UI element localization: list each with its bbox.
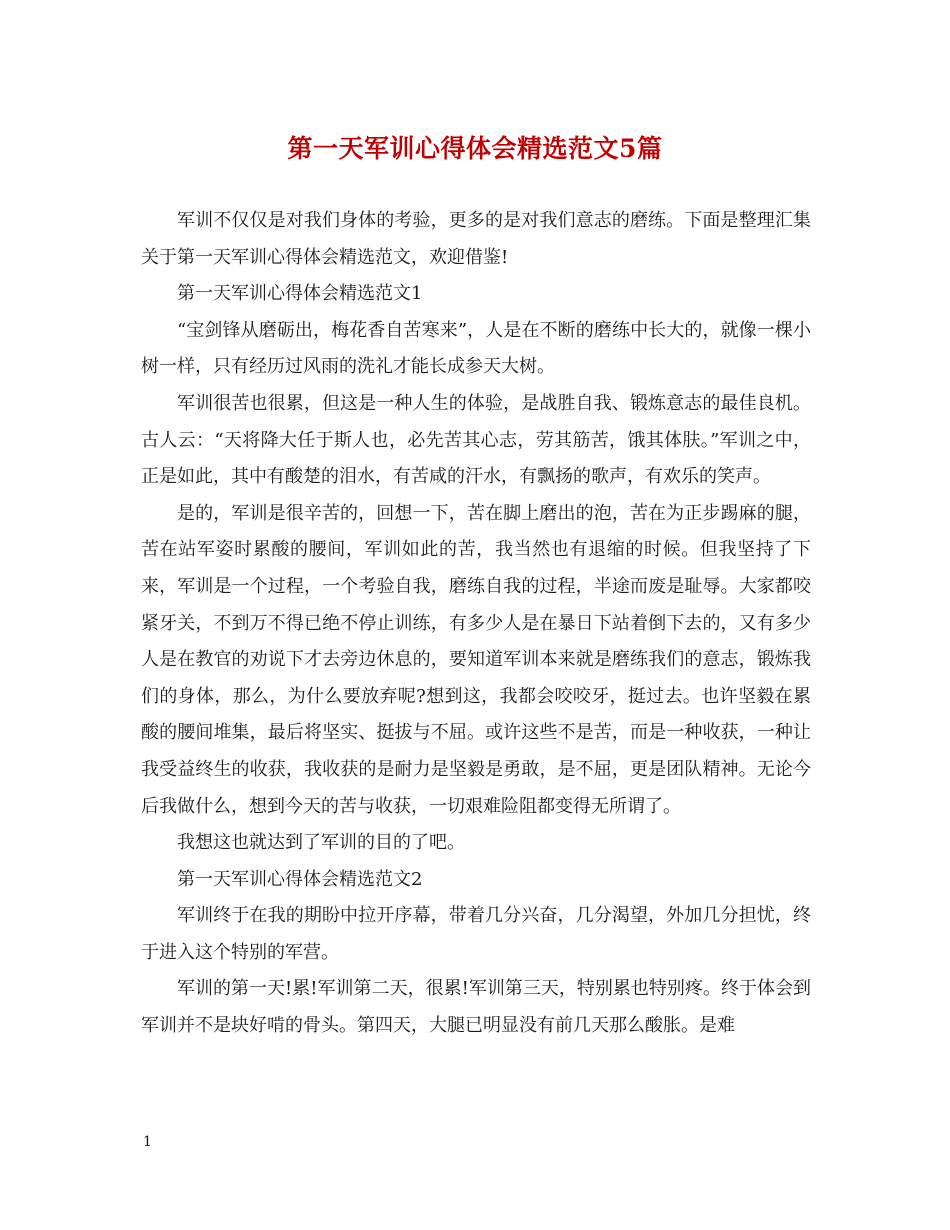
body-paragraph: 是的，军训是很辛苦的，回想一下，苦在脚上磨出的泡，苦在为正步踢麻的腿，苦在站军姿时累酸的腰间，军训如此的苦，我当然也有退缩的时候。但我坚持了下来，军训是一个过程，一个考验自我，磨练自我的过程，半途而废是耻辱。大家都咬紧牙关，不到万不得已绝不停止训练，有多少人是在暴日下站着倒下去的，又有多少人是在教官的劝说下才去旁边休息的，要知道军训本来就是磨练我们的意志，锻炼我们的身体，那么，为什么要放弃呢?想到这，我都会咬咬牙，挺过去。也许坚毅在累酸的腰间堆集，最后将坚实、挺拔与不屈。或许这些不是苦，而是一种收获，一种让我受益终生的收获，我收获的是耐力是坚毅是勇敢，是不屈，更是团队精神。无论今后我做什么，想到今天的苦与收获，一切艰难险阻都变得无所谓了。 xyxy=(141,502,811,817)
document-title: 第一天军训心得体会精选范文5篇 xyxy=(287,134,663,163)
page-number: 1 xyxy=(143,1134,152,1150)
body-paragraph: 我想这也就达到了军训的目的了吧。 xyxy=(177,832,465,854)
body-paragraph: 军训终于在我的期盼中拉开序幕，带着几分兴奋，几分渴望，外加几分担忧，终于进入这个特别的军营。 xyxy=(141,905,811,963)
document-body xyxy=(141,203,811,1045)
intro-paragraph: 军训不仅仅是对我们身体的考验，更多的是对我们意志的磨练。下面是整理汇集关于第一天军训心得体会精选范文，欢迎借鉴! xyxy=(141,210,811,268)
section-heading-2: 第一天军训心得体会精选范文2 xyxy=(177,868,423,890)
body-paragraph: 军训的第一天!累!军训第二天，很累!军训第三天，特别累也特别疼。终于体会到军训并不是块好啃的骨头。第四天，大腿已明显没有前几天那么酸胀。是难 xyxy=(141,978,811,1037)
body-paragraph: “宝剑锋从磨砺出，梅花香自苦寒来”，人是在不断的磨练中长大的，就像一棵小树一样，只有经历过风雨的洗礼才能长成参天大树。 xyxy=(141,319,811,378)
section-heading-1: 第一天军训心得体会精选范文1 xyxy=(177,283,423,305)
body-paragraph: 军训很苦也很累，但这是一种人生的体验，是战胜自我、锻炼意志的最佳良机。古人云：“天将降大任于斯人也，必先苦其心志，劳其筋苦，饿其体肤。”军训之中，正是如此，其中有酸楚的泪水，有苦咸的汗水，有飘扬的歌声，有欢乐的笑声。 xyxy=(141,392,811,488)
